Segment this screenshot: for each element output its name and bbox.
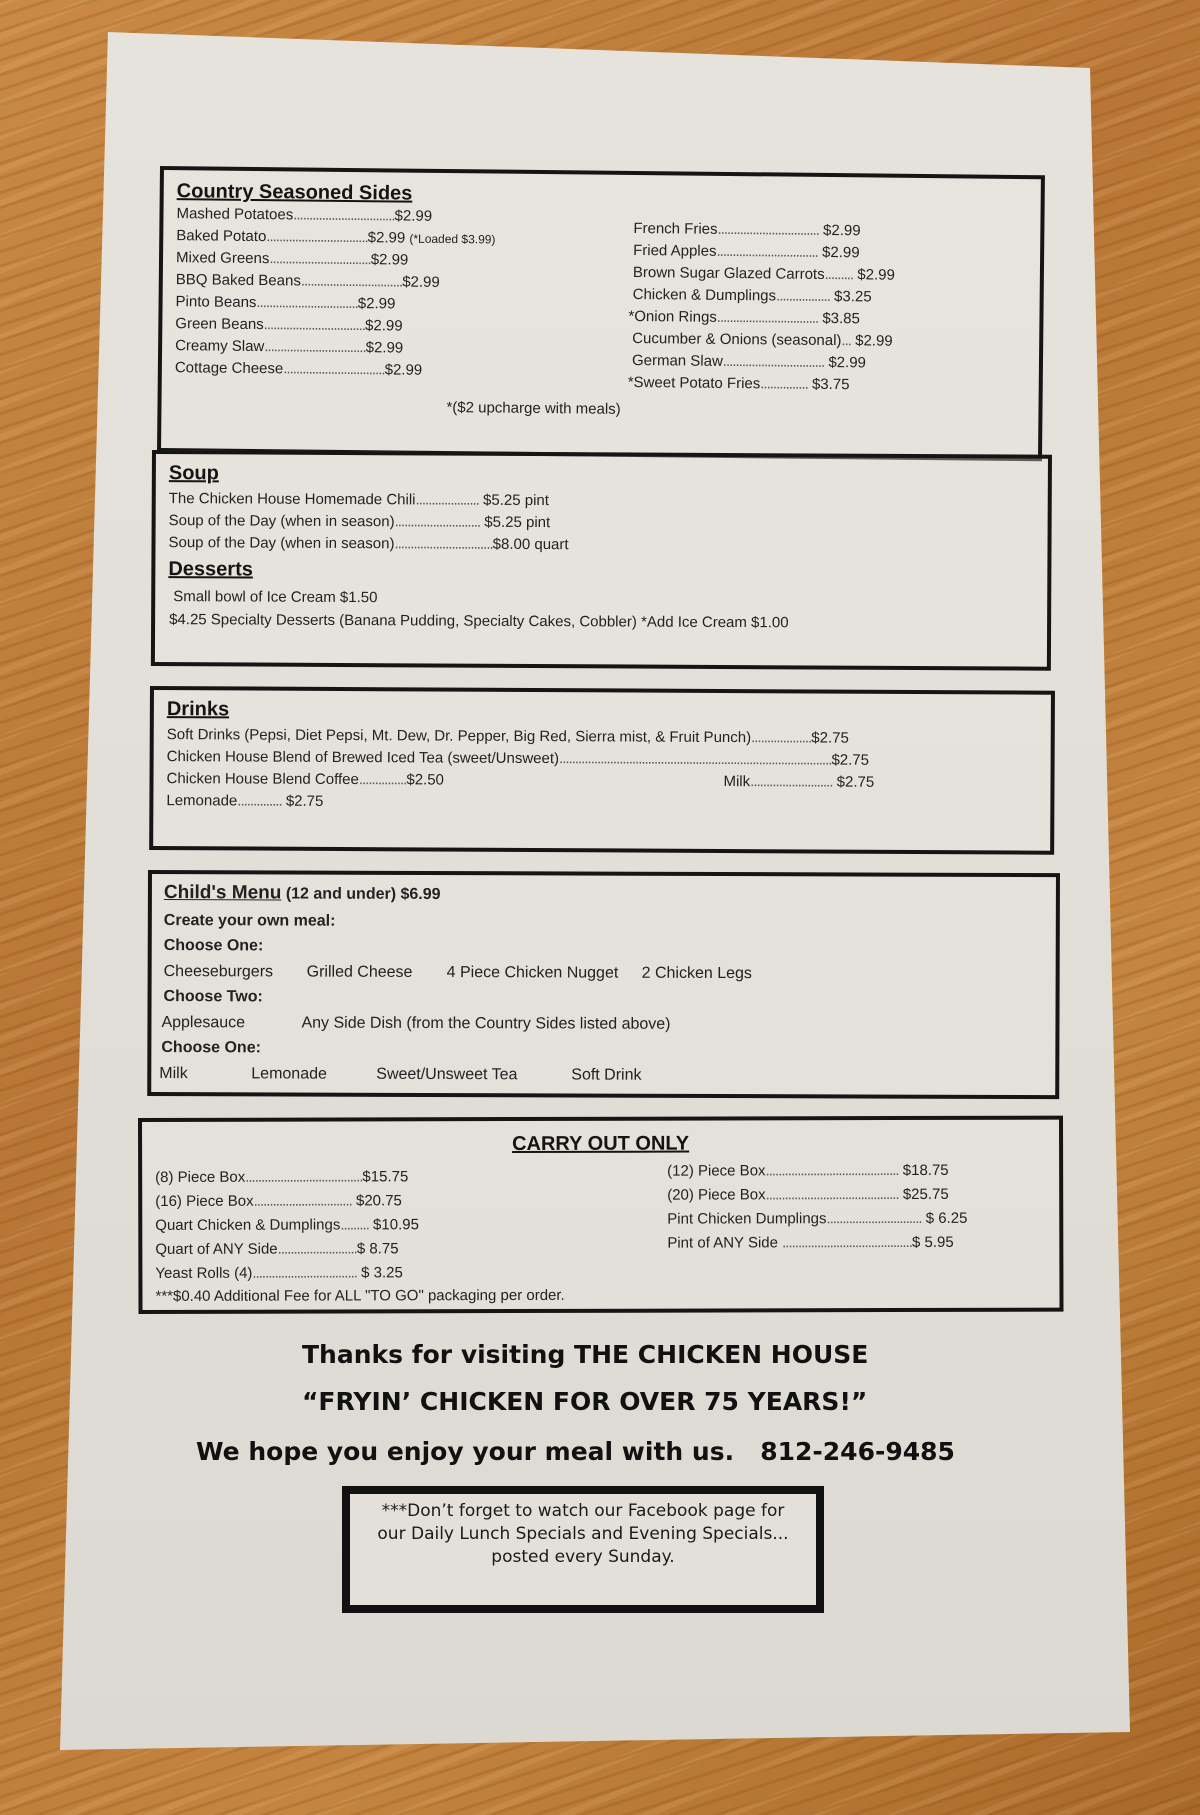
carry-out-title: CARRY OUT ONLY — [512, 1132, 690, 1156]
choose-label: Choose One: — [163, 937, 264, 955]
childs-menu-heading — [164, 882, 441, 905]
menu-item: Fried Apples................................ $2.99 — [633, 241, 860, 262]
carry-out-fee-note: ***$0.40 Additional Fee for ALL "TO GO" packaging per order. — [155, 1286, 565, 1305]
child-option: 4 Piece Chicken Nugget — [446, 964, 619, 982]
facebook-note-line: posted every Sunday. — [491, 1547, 675, 1567]
facebook-note-line: ***Don’t forget to watch our Facebook page for — [381, 1501, 785, 1521]
menu-item: German Slaw................................ $2.99 — [631, 351, 867, 372]
enjoy-text: We hope you enjoy your meal with us. — [196, 1437, 735, 1466]
child-option: Grilled Cheese — [306, 963, 413, 981]
sides-title: Country Seasoned Sides — [176, 180, 413, 205]
drink-item: Chicken House Blend Coffee...............$2.50 — [166, 770, 444, 789]
childs-menu-subtitle: (12 and under) $6.99 — [285, 885, 441, 904]
carry-out-item: Quart Chicken & Dumplings......... $10.95 — [155, 1216, 419, 1234]
child-option: Sweet/Unsweet Tea — [376, 1065, 518, 1084]
drinks-section — [149, 686, 1055, 855]
childs-menu-section — [147, 870, 1060, 1099]
menu-item: Chicken & Dumplings................. $3.25 — [632, 285, 872, 306]
dessert-line: $4.25 Specialty Desserts (Banana Pudding, Specialty Cakes, Cobbler) *Add Ice Cream $1.00 — [169, 611, 789, 632]
child-option: Applesauce — [161, 1014, 246, 1032]
facebook-note-box — [342, 1486, 824, 1613]
drink-item: Lemonade.............. $2.75 — [166, 792, 324, 810]
choose-label: Choose One: — [161, 1039, 261, 1057]
child-option: Lemonade — [251, 1065, 327, 1083]
slogan-line: “FRYIN’ CHICKEN FOR OVER 75 YEARS!” — [302, 1387, 868, 1416]
carry-out-item: Pint of ANY Side .........................................$ 5.95 — [667, 1233, 954, 1252]
phone-number: 812-246-9485 — [760, 1437, 955, 1466]
childs-menu-title: Child's Menu — [163, 882, 282, 904]
menu-item: Brown Sugar Glazed Carrots......... $2.99 — [632, 263, 895, 284]
carry-out-item: Yeast Rolls (4)................................. $ 3.25 — [155, 1264, 403, 1282]
sides-section — [157, 166, 1045, 461]
thanks-line: Thanks for visiting THE CHICKEN HOUSE — [302, 1340, 869, 1369]
carry-out-section — [138, 1116, 1064, 1314]
drink-item: Chicken House Blend of Brewed Iced Tea (sweet/Unsweet)......................................................................................$2.75 — [166, 748, 870, 769]
dessert-line: Small bowl of Ice Cream $1.50 — [173, 588, 378, 607]
menu-item: *Sweet Potato Fries............... $3.75 — [627, 373, 850, 394]
child-option: Milk — [159, 1065, 188, 1083]
carry-out-item: (20) Piece Box.......................................... $25.75 — [667, 1185, 949, 1204]
carry-out-item: (12) Piece Box.......................................... $18.75 — [667, 1161, 949, 1180]
menu-item: French Fries................................ $2.99 — [633, 219, 861, 240]
menu-item: Mixed Greens................................$2.99 — [175, 249, 409, 269]
child-option: Soft Drink — [571, 1066, 642, 1084]
soup-item: Soup of the Day (when in season)...............................$8.00 quart — [168, 534, 569, 554]
child-option: Cheeseburgers — [163, 963, 274, 981]
sides-footnote: *($2 upcharge with meals) — [446, 399, 621, 418]
menu-item: *Onion Rings................................ $3.85 — [628, 307, 860, 328]
menu-item: Cucumber & Onions (seasonal)... $2.99 — [632, 329, 893, 350]
desserts-title: Desserts — [168, 558, 253, 581]
drink-item: Soft Drinks (Pepsi, Diet Pepsi, Mt. Dew, Dr. Pepper, Big Red, Sierra mist, & Fruit Punch)...................$2.75 — [166, 726, 849, 747]
carry-out-item: (8) Piece Box.....................................$15.75 — [155, 1168, 409, 1186]
menu-item: Creamy Slaw................................$2.99 — [175, 337, 404, 357]
menu-item: Green Beans................................$2.99 — [175, 315, 403, 335]
soup-title: Soup — [168, 462, 219, 485]
menu-item: Baked Potato................................$2.99 (*Loaded $3.99) — [176, 227, 496, 247]
menu-item: Mashed Potatoes................................$2.99 — [176, 205, 433, 225]
drinks-title: Drinks — [166, 698, 230, 721]
carry-out-item: Quart of ANY Side.........................$ 8.75 — [155, 1240, 399, 1258]
menu-item: Pinto Beans................................$2.99 — [175, 293, 396, 313]
drink-item: Milk.......................... $2.75 — [723, 773, 875, 791]
soup-item: The Chicken House Homemade Chili.................... $5.25 pint — [168, 490, 549, 510]
carry-out-item: (16) Piece Box............................... $20.75 — [155, 1192, 402, 1210]
facebook-note-line: our Daily Lunch Specials and Evening Specials... — [377, 1524, 789, 1544]
carry-out-item: Pint Chicken Dumplings.............................. $ 6.25 — [667, 1209, 968, 1228]
child-option: 2 Chicken Legs — [641, 964, 752, 983]
child-option: Any Side Dish (from the Country Sides listed above) — [301, 1014, 671, 1033]
soup-item: Soup of the Day (when in season)........................... $5.25 pint — [168, 512, 551, 532]
menu-item: BBQ Baked Beans................................$2.99 — [175, 271, 440, 291]
menu-item: Cottage Cheese................................$2.99 — [174, 359, 423, 379]
soup-desserts-section — [151, 450, 1052, 671]
enjoy-line — [196, 1437, 955, 1466]
choose-label: Choose Two: — [163, 988, 263, 1006]
create-meal-label: Create your own meal: — [163, 912, 336, 930]
